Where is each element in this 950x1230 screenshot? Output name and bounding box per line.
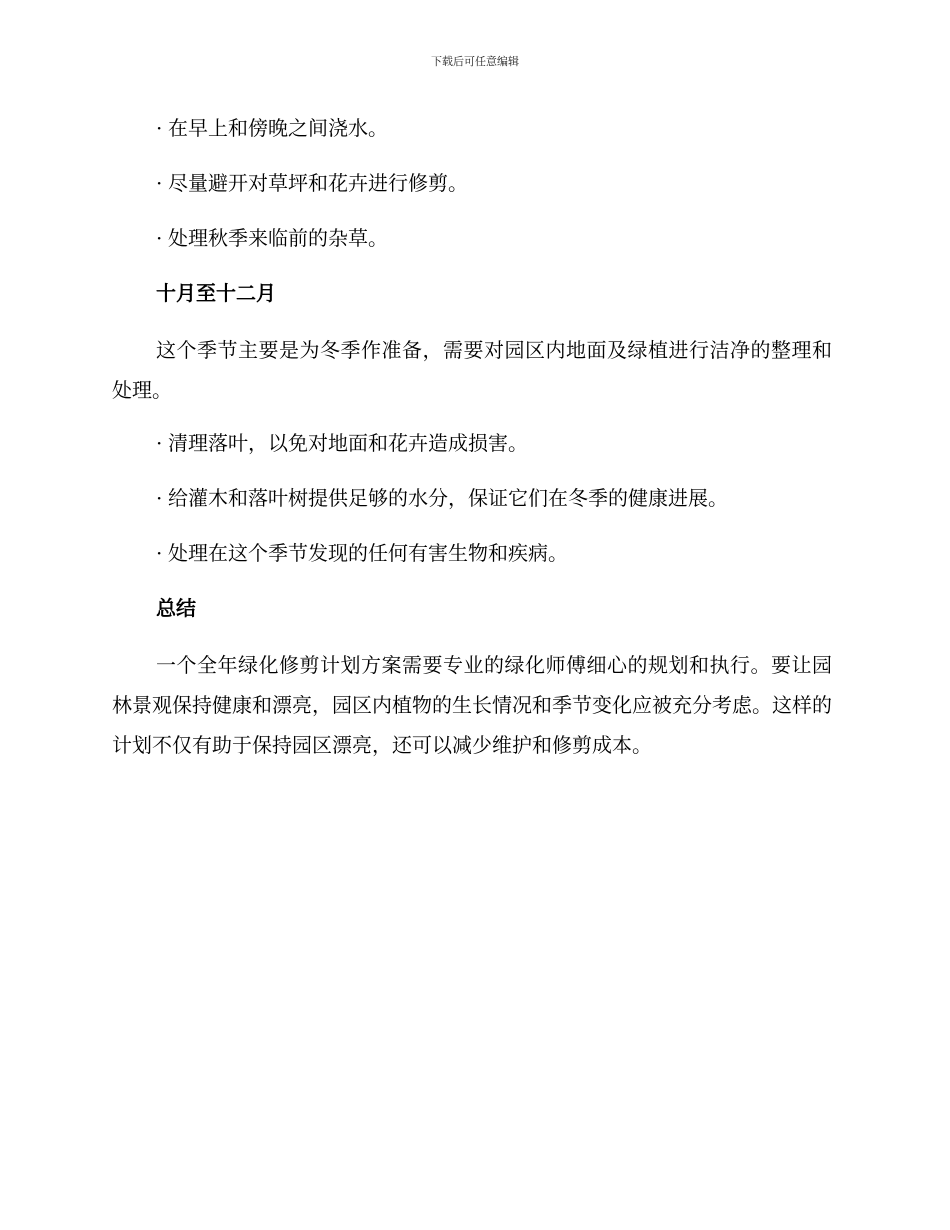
bullet-icon: · xyxy=(156,226,163,250)
list-item xyxy=(112,165,832,201)
list-item-text: 处理在这个季节发现的任何有害生物和疾病。 xyxy=(168,541,568,565)
list-item-text: 处理秋季来临前的杂草。 xyxy=(168,226,388,250)
bullet-icon: · xyxy=(156,431,163,455)
list-item xyxy=(112,535,832,571)
bullet-icon: · xyxy=(156,541,163,565)
list-item xyxy=(112,110,832,146)
section-heading-summary: 总结 xyxy=(156,596,196,620)
list-item xyxy=(112,425,832,461)
bullet-icon: · xyxy=(156,486,163,510)
paragraph-winter-intro: 这个季节主要是为冬季作准备，需要对园区内地面及绿植进行洁净的整理和处理。 xyxy=(112,338,832,402)
list-item-text: 清理落叶，以免对地面和花卉造成损害。 xyxy=(168,431,528,455)
bullet-icon: · xyxy=(156,116,163,140)
bullet-icon: · xyxy=(156,171,163,195)
list-item-text: 给灌木和落叶树提供足够的水分，保证它们在冬季的健康进展。 xyxy=(168,486,728,510)
list-item xyxy=(112,220,832,256)
document-body xyxy=(112,110,832,780)
list-item-text: 尽量避开对草坪和花卉进行修剪。 xyxy=(168,171,468,195)
page-header-note: 下载后可任意编辑 xyxy=(431,55,519,68)
list-item-text: 在早上和傍晚之间浇水。 xyxy=(168,116,388,140)
paragraph-summary: 一个全年绿化修剪计划方案需要专业的绿化师傅细心的规划和执行。要让园林景观保持健康和漂亮，园区内植物的生长情况和季节变化应被充分考虑。这样的计划不仅有助于保持园区漂亮，还可以减少维护和修剪成本。 xyxy=(112,653,832,757)
section-heading-winter: 十月至十二月 xyxy=(156,281,276,305)
list-item xyxy=(112,480,832,516)
